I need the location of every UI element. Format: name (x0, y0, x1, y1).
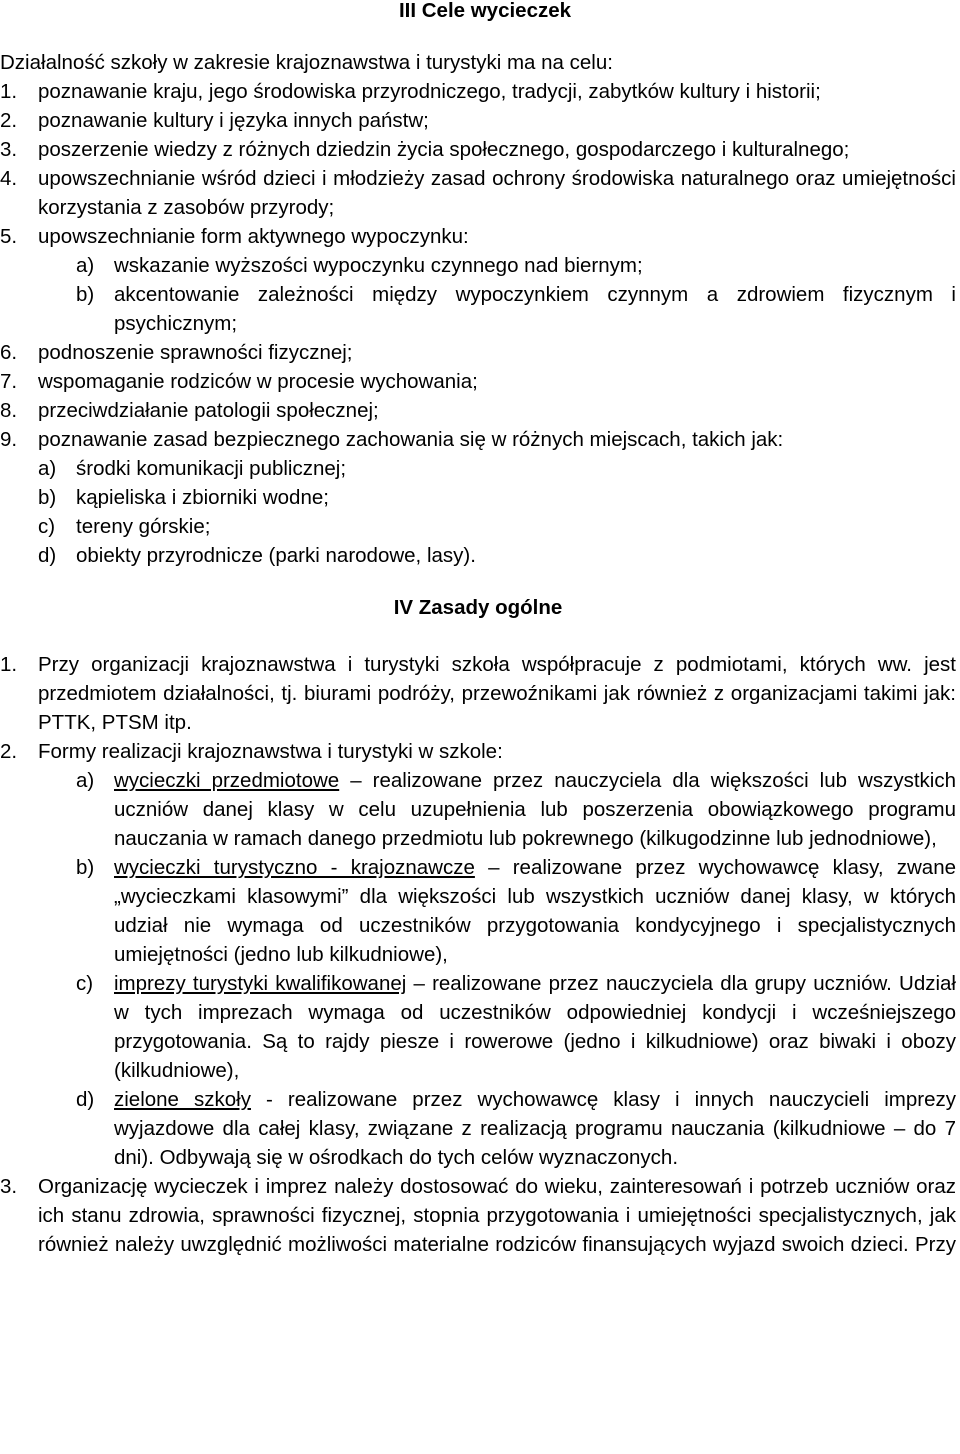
item-text: Formy realizacji krajoznawstwa i turystyki w szkole: (38, 740, 503, 763)
spacer (0, 622, 956, 650)
sub-item-label: c) (76, 972, 94, 995)
item-text: Organizację wycieczek i imprez należy dostosować do wieku, zainteresowań i potrzeb uczniów oraz ich stanu zdrowia, sprawności fizycznej, stopnia przygotowania i umiejętności specjalistycznych, jak również należy uwzględnić możliwości materialne rodziców finansujących wyjazd swoich dzieci. Przy (38, 1175, 956, 1256)
item-number: 1. (0, 653, 18, 676)
item-text: upowszechnianie form aktywnego wypoczynku: (38, 225, 469, 248)
sub-item-label: a) (38, 457, 57, 480)
item-number: 2. (0, 740, 18, 763)
list-item (0, 106, 956, 135)
sub-item (0, 483, 956, 512)
item-number: 3. (0, 138, 18, 161)
list-item (0, 367, 956, 396)
sub-item-text: obiekty przyrodnicze (parki narodowe, lasy). (76, 544, 476, 567)
goals-list (0, 77, 956, 570)
sub-item (38, 251, 956, 280)
item-text: poznawanie kultury i języka innych państw; (38, 109, 429, 132)
list-item (0, 1172, 956, 1259)
sub-list (38, 251, 956, 338)
sub-item (0, 541, 956, 570)
sub-list (0, 454, 956, 570)
item-text: Przy organizacji krajoznawstwa i turystyki szkoła współpracuje z podmiotami, których ww. jest przedmiotem działalności, tj. biurami podróży, przewoźnikami jak również z organizacjami takimi jak: PTTK, PTSM itp. (38, 653, 956, 734)
sub-item-text: kąpieliska i zbiorniki wodne; (76, 486, 329, 509)
sub-item-term: imprezy turystyki kwalifikowanej (114, 972, 407, 995)
sub-item-label: a) (76, 254, 95, 277)
sub-item-text: – realizowane przez wychowawcę klasy, zwane „wycieczkami klasowymi” dla większości lub wszystkich uczniów danej klasy, w których udział nie wymaga od uczestników przygotowania kondycyjnego i specjalistycznych umiejętności (jedno lub kilkudniowe), (114, 856, 956, 966)
item-number: 4. (0, 167, 18, 190)
sub-item (38, 853, 956, 969)
item-number: 8. (0, 399, 18, 422)
sub-item-label: d) (76, 1088, 95, 1111)
item-number: 9. (0, 428, 18, 451)
item-text: poznawanie kraju, jego środowiska przyrodniczego, tradycji, zabytków kultury i historii; (38, 80, 821, 103)
sub-item-term: wycieczki przedmiotowe (114, 769, 340, 792)
sub-item-text: wskazanie wyższości wypoczynku czynnego nad biernym; (114, 254, 643, 277)
sub-item-text: – realizowane przez nauczyciela dla grupy uczniów. Udział w tych imprezach wymaga od uczestników odpowiedniej kondycji i wcześniejszego przygotowania. Są to rajdy piesze i rowerowe (jedno i kilkudniowe) oraz biwaki i obozy (kilkudniowe), (114, 972, 956, 1082)
item-number: 1. (0, 80, 18, 103)
item-text: poznawanie zasad bezpiecznego zachowania się w różnych miejscach, takich jak: (38, 428, 784, 451)
list-item (0, 222, 956, 338)
sub-item-label: b) (38, 486, 57, 509)
sub-item-term: wycieczki turystyczno - krajoznawcze (114, 856, 475, 879)
item-number: 5. (0, 225, 18, 248)
item-text: przeciwdziałanie patologii społecznej; (38, 399, 379, 422)
item-number: 7. (0, 370, 18, 393)
item-number: 2. (0, 109, 18, 132)
item-number: 6. (0, 341, 18, 364)
item-text: wspomaganie rodziców w procesie wychowania; (38, 370, 478, 393)
item-text: upowszechnianie wśród dzieci i młodzieży zasad ochrony środowiska naturalnego oraz umiejętności korzystania z zasobów przyrody; (38, 167, 956, 219)
sub-item-label: a) (76, 769, 95, 792)
section-title-goals: III Cele wycieczek (398, 0, 572, 22)
forms-sub-list (38, 766, 956, 1172)
list-item (0, 135, 956, 164)
sub-item-text: akcentowanie zależności między wypoczynkiem czynnym a zdrowiem fizycznym i psychicznym; (114, 283, 956, 335)
sub-item-text: - realizowane przez wychowawcę klasy i innych nauczycieli imprezy wyjazdowe dla całej klasy, związane z realizacją programu nauczania (kilkudniowe – do 7 dni). Odbywają się w ośrodkach do tych celów wyznaczonych. (114, 1088, 956, 1169)
sub-item (38, 280, 956, 338)
list-item (0, 737, 956, 1172)
sub-item (38, 766, 956, 853)
sub-item-label: b) (76, 283, 95, 306)
sub-item-label: b) (76, 856, 95, 879)
list-item (0, 338, 956, 367)
item-number: 3. (0, 1175, 18, 1198)
sub-item-text: – realizowane przez nauczyciela dla większości lub wszystkich uczniów danej klasy w celu uzupełnienia lub poszerzenia obowiązkowego programu nauczania w ramach danego przedmiotu lub pokrewnego (kilkugodzinne lub jednodniowe), (114, 769, 956, 850)
sub-item-text: tereny górskie; (76, 515, 211, 538)
sub-item (0, 512, 956, 541)
sub-item (38, 1085, 956, 1172)
list-item (0, 77, 956, 106)
spacer (0, 570, 956, 593)
sub-item-label: d) (38, 544, 57, 567)
sub-item (0, 454, 956, 483)
sub-item (38, 969, 956, 1085)
list-item (0, 396, 956, 425)
section-title-general-rules: IV Zasady ogólne (393, 596, 563, 619)
sub-item-term: zielone szkoły (114, 1088, 251, 1111)
list-item (0, 164, 956, 222)
list-item (0, 425, 956, 570)
item-text: podnoszenie sprawności fizycznej; (38, 341, 353, 364)
sub-item-label: c) (38, 515, 56, 538)
item-text: poszerzenie wiedzy z różnych dziedzin życia społecznego, gospodarczego i kulturalnego; (38, 138, 850, 161)
section-intro: Działalność szkoły w zakresie krajoznawstwa i turystyki ma na celu: (0, 51, 613, 74)
list-item (0, 650, 956, 737)
sub-item-text: środki komunikacji publicznej; (76, 457, 347, 480)
rules-list (0, 650, 956, 1259)
